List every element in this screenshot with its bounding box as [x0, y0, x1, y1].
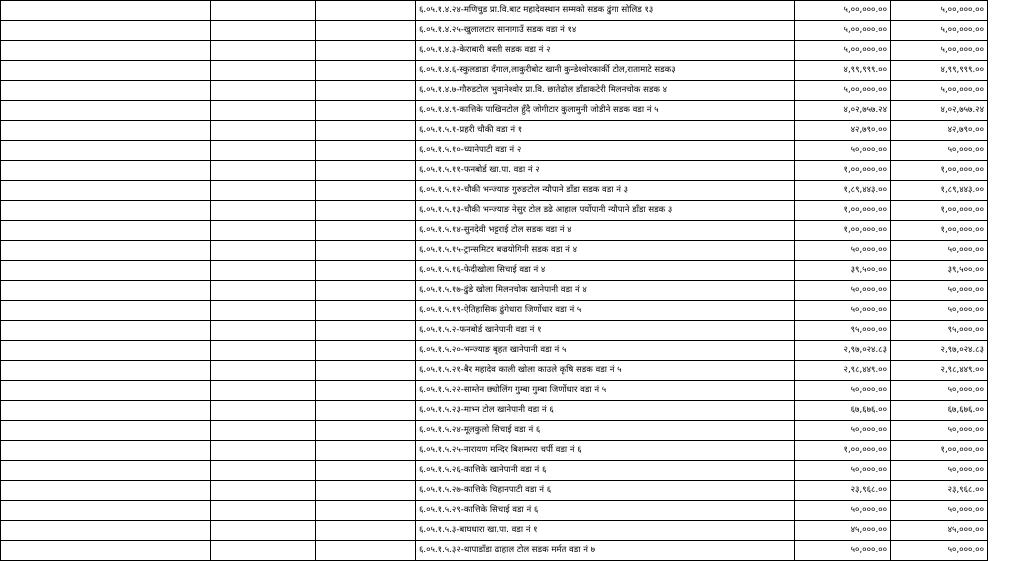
empty-cell	[316, 341, 416, 361]
table-row	[1, 321, 988, 341]
empty-cell	[1, 81, 211, 101]
empty-cell	[316, 41, 416, 61]
row-amount: २,९७,०२४.८३	[795, 341, 891, 361]
empty-cell	[211, 441, 316, 461]
empty-cell	[211, 401, 316, 421]
empty-cell	[211, 361, 316, 381]
table-row	[1, 1, 988, 21]
empty-cell	[1, 1, 211, 21]
empty-cell	[211, 481, 316, 501]
empty-cell	[1, 361, 211, 381]
row-description: ६.०५.१.५.१-प्रहरी चौकी वडा नं १	[416, 121, 795, 141]
row-amount-total: ५,००,०००.००	[891, 41, 988, 61]
row-amount: १,००,०००.००	[795, 201, 891, 221]
empty-cell	[316, 441, 416, 461]
row-amount: ५०,०००.००	[795, 301, 891, 321]
empty-cell	[1, 501, 211, 521]
row-amount-total: ५,००,०००.००	[891, 21, 988, 41]
row-amount-total: ५०,०००.००	[891, 541, 988, 561]
table-row	[1, 121, 988, 141]
row-description: ६.०५.१.५.२९-कात्तिके सिचाई वडा नं ६	[416, 501, 795, 521]
row-amount: ५०,०००.००	[795, 241, 891, 261]
row-amount-total: २,९८,४४९.००	[891, 361, 988, 381]
row-amount-total: ६७,६७६.००	[891, 401, 988, 421]
row-description: ६.०५.१.५.२२-साम्तेन छ्योलिंग गुम्बा गुम्बा जिर्णोधार वडा नं ५	[416, 381, 795, 401]
empty-cell	[316, 321, 416, 341]
row-description: ६.०५.१.५.११-फनबोर्ड खा.पा. वडा नं २	[416, 161, 795, 181]
table-row	[1, 421, 988, 441]
row-amount-total: २,९७,०२४.८३	[891, 341, 988, 361]
empty-cell	[316, 61, 416, 81]
row-amount-total: ५०,०००.००	[891, 381, 988, 401]
empty-cell	[1, 21, 211, 41]
empty-cell	[211, 21, 316, 41]
table-row	[1, 381, 988, 401]
empty-cell	[1, 321, 211, 341]
empty-cell	[1, 141, 211, 161]
empty-cell	[1, 241, 211, 261]
row-amount-total: १,००,०००.००	[891, 161, 988, 181]
row-amount: ५०,०००.००	[795, 141, 891, 161]
row-description: ६.०५.१.४.२५-खुलालटार सानागाउँ सडक वडा नं १४	[416, 21, 795, 41]
empty-cell	[316, 521, 416, 541]
empty-cell	[316, 181, 416, 201]
empty-cell	[1, 441, 211, 461]
empty-cell	[316, 201, 416, 221]
row-amount: ५०,०००.००	[795, 421, 891, 441]
row-amount: ४५,०००.००	[795, 521, 891, 541]
row-amount: १,००,०००.००	[795, 161, 891, 181]
empty-cell	[316, 541, 416, 561]
row-amount: ३९,५००.००	[795, 261, 891, 281]
empty-cell	[1, 261, 211, 281]
row-description: ६.०५.१.५.१५-ट्रान्समिटर बज्रयोगिनी सडक वडा नं ४	[416, 241, 795, 261]
table-row	[1, 481, 988, 501]
row-amount-total: ९५,०००.००	[891, 321, 988, 341]
row-amount: २,९८,४४९.००	[795, 361, 891, 381]
table-row	[1, 521, 988, 541]
row-description: ६.०५.१.५.२३-माभ्न टोल खानेपानी वडा नं ६	[416, 401, 795, 421]
table-row	[1, 341, 988, 361]
empty-cell	[211, 541, 316, 561]
empty-cell	[211, 1, 316, 21]
row-amount-total: ५०,०००.००	[891, 141, 988, 161]
row-amount-total: १,८९,४४३.००	[891, 181, 988, 201]
table-row	[1, 161, 988, 181]
row-amount-total: ४५,०००.००	[891, 521, 988, 541]
empty-cell	[1, 121, 211, 141]
row-amount: ९५,०००.००	[795, 321, 891, 341]
table-row	[1, 21, 988, 41]
empty-cell	[316, 361, 416, 381]
row-description: ६.०५.१.५.१२-चौकी भन्ज्याङ गुरुङटोल न्यौपाने डाँडा सडक वडा नं ३	[416, 181, 795, 201]
empty-cell	[316, 81, 416, 101]
empty-cell	[1, 521, 211, 541]
empty-cell	[1, 281, 211, 301]
row-description: ६.०५.१.५.३२-थापाडाँडा ढाहाल टोल सडक मर्मत वडा नं ७	[416, 541, 795, 561]
table-row	[1, 401, 988, 421]
row-amount: ५०,०००.००	[795, 501, 891, 521]
empty-cell	[211, 381, 316, 401]
empty-cell	[211, 241, 316, 261]
row-amount: ६७,६७६.००	[795, 401, 891, 421]
empty-cell	[211, 421, 316, 441]
empty-cell	[1, 101, 211, 121]
row-amount-total: ५०,०००.००	[891, 501, 988, 521]
table-row	[1, 181, 988, 201]
row-description: ६.०५.१.५.२५-नारायण मन्दिर बिशम्भरा चर्पी वडा नं ६	[416, 441, 795, 461]
row-amount: ५,००,०००.००	[795, 41, 891, 61]
row-description: ६.०५.१.४.३-केराबारी बस्ती सडक वडा नं २	[416, 41, 795, 61]
table-row	[1, 461, 988, 481]
table-row	[1, 61, 988, 81]
empty-cell	[316, 121, 416, 141]
empty-cell	[1, 181, 211, 201]
empty-cell	[1, 221, 211, 241]
empty-cell	[1, 401, 211, 421]
row-description: ६.०५.१.५.१०-च्यानेपाटी वडा नं २	[416, 141, 795, 161]
empty-cell	[1, 41, 211, 61]
table-row	[1, 281, 988, 301]
row-description: ६.०५.१.५.१९-ऐतिहासिक ढुंगेधारा जिर्णोधार वडा नं ५	[416, 301, 795, 321]
row-amount: ५०,०००.००	[795, 541, 891, 561]
row-amount-total: ४,९९,९९९.००	[891, 61, 988, 81]
row-description: ६.०५.१.५.२-फनबोर्ड खानेपानी वडा नं १	[416, 321, 795, 341]
empty-cell	[211, 301, 316, 321]
empty-cell	[211, 321, 316, 341]
row-amount-total: ५०,०००.००	[891, 461, 988, 481]
table-row	[1, 241, 988, 261]
empty-cell	[316, 141, 416, 161]
table-row	[1, 501, 988, 521]
empty-cell	[211, 261, 316, 281]
row-amount: २३,९६८.००	[795, 481, 891, 501]
empty-cell	[1, 61, 211, 81]
row-amount: ५०,०००.००	[795, 281, 891, 301]
empty-cell	[1, 341, 211, 361]
table-row	[1, 201, 988, 221]
row-description: ६.०५.१.५.१४-सुनदेवी भट्टराई टोल सडक वडा नं ४	[416, 221, 795, 241]
row-description: ६.०५.१.५.२४-मूलकुलो सिचाई वडा नं ६	[416, 421, 795, 441]
row-amount: ५०,०००.००	[795, 381, 891, 401]
empty-cell	[316, 261, 416, 281]
row-description: ६.०५.१.५.२०-भन्ज्याङ बृहत खानेपानी वडा नं ५	[416, 341, 795, 361]
row-amount-total: १,००,०००.००	[891, 221, 988, 241]
empty-cell	[1, 201, 211, 221]
row-amount-total: ५,००,०००.००	[891, 81, 988, 101]
row-amount: ४,९९,९९९.००	[795, 61, 891, 81]
empty-cell	[211, 521, 316, 541]
empty-cell	[211, 121, 316, 141]
empty-cell	[211, 101, 316, 121]
row-amount-total: ५०,०००.००	[891, 421, 988, 441]
empty-cell	[211, 281, 316, 301]
row-amount-total: ५०,०००.००	[891, 281, 988, 301]
table-row	[1, 221, 988, 241]
empty-cell	[316, 501, 416, 521]
empty-cell	[316, 301, 416, 321]
empty-cell	[211, 41, 316, 61]
row-amount: ५,००,०००.००	[795, 21, 891, 41]
empty-cell	[211, 221, 316, 241]
row-description: ६.०५.१.५.१७-ढुंडे खोला मिलनचोक खानेपानी वडा नं ४	[416, 281, 795, 301]
row-amount: ५,००,०००.००	[795, 1, 891, 21]
table-row	[1, 261, 988, 281]
table-row	[1, 301, 988, 321]
empty-cell	[211, 81, 316, 101]
empty-cell	[316, 481, 416, 501]
empty-cell	[211, 161, 316, 181]
empty-cell	[211, 61, 316, 81]
row-amount-total: ५,००,०००.००	[891, 1, 988, 21]
empty-cell	[1, 301, 211, 321]
empty-cell	[1, 541, 211, 561]
row-amount-total: ३९,५००.००	[891, 261, 988, 281]
empty-cell	[211, 201, 316, 221]
empty-cell	[1, 481, 211, 501]
empty-cell	[211, 501, 316, 521]
empty-cell	[211, 461, 316, 481]
table-row	[1, 141, 988, 161]
row-amount-total: ५०,०००.००	[891, 301, 988, 321]
empty-cell	[1, 161, 211, 181]
row-amount-total: ४,०२,७५७.२४	[891, 101, 988, 121]
table-row	[1, 441, 988, 461]
empty-cell	[211, 181, 316, 201]
row-amount: ४,०२,७५७.२४	[795, 101, 891, 121]
empty-cell	[211, 141, 316, 161]
empty-cell	[316, 401, 416, 421]
table-row	[1, 541, 988, 561]
empty-cell	[1, 421, 211, 441]
row-description: ६.०५.१.४.९-कात्तिके पाखिनटोल हुँदै जोगीटार कुलामुनी जोडीने सडक वडा नं ५	[416, 101, 795, 121]
row-description: ६.०५.१.५.१६-फेदीखोला सिचाई वडा नं ४	[416, 261, 795, 281]
table-row	[1, 41, 988, 61]
table-row	[1, 361, 988, 381]
row-amount: १,००,०००.००	[795, 221, 891, 241]
empty-cell	[316, 241, 416, 261]
empty-cell	[1, 461, 211, 481]
empty-cell	[316, 221, 416, 241]
row-amount: १,८९,४४३.००	[795, 181, 891, 201]
row-description: ६.०५.१.४.२४-मणिचुड प्रा.वि.बाट महादेवस्थान सम्मको सडक ढुंगा सोलिड १३	[416, 1, 795, 21]
row-amount-total: ४२,७९०.००	[891, 121, 988, 141]
row-amount-total: २३,९६८.००	[891, 481, 988, 501]
empty-cell	[211, 341, 316, 361]
row-description: ६.०५.१.५.३-बाघधारा खा.पा. वडा नं १	[416, 521, 795, 541]
row-description: ६.०५.१.५.२६-कात्तिके खानेपानी वडा नं ६	[416, 461, 795, 481]
empty-cell	[316, 461, 416, 481]
row-description: ६.०५.१.४.७-गौरुडटोल भुवानेश्वोर प्रा.वि. छातेढोल डाँडाकटेरी मिलनचोक सडक ४	[416, 81, 795, 101]
row-amount-total: ५०,०००.००	[891, 241, 988, 261]
row-description: ६.०५.१.५.१३-चौकी भन्ज्याङ नेसुर टोल डढे आहाल पर्योपानी न्यौपाने डाँडा सडक ३	[416, 201, 795, 221]
empty-cell	[316, 1, 416, 21]
row-description: ६.०५.१.५.२७-कात्तिके चिहानपाटी वडा नं ६	[416, 481, 795, 501]
empty-cell	[316, 21, 416, 41]
row-amount-total: १,००,०००.००	[891, 441, 988, 461]
row-amount: ४२,७९०.००	[795, 121, 891, 141]
row-description: ६.०५.१.५.२१-बैर महादेव काली खोला काउले कृषि सडक वडा नं ५	[416, 361, 795, 381]
empty-cell	[1, 381, 211, 401]
row-amount: १,००,०००.००	[795, 441, 891, 461]
empty-cell	[316, 421, 416, 441]
row-amount-total: १,००,०००.००	[891, 201, 988, 221]
table-row	[1, 101, 988, 121]
row-amount: ५०,०००.००	[795, 461, 891, 481]
empty-cell	[316, 381, 416, 401]
row-description: ६.०५.१.४.६-स्कुलडाडा दँगाल,लाकुरीबोट खानी कुन्डेश्वोरकार्की टोल,रातामाटे सडक३	[416, 61, 795, 81]
empty-cell	[316, 101, 416, 121]
empty-cell	[316, 161, 416, 181]
empty-cell	[316, 281, 416, 301]
row-amount: ५,००,०००.००	[795, 81, 891, 101]
table-row	[1, 81, 988, 101]
